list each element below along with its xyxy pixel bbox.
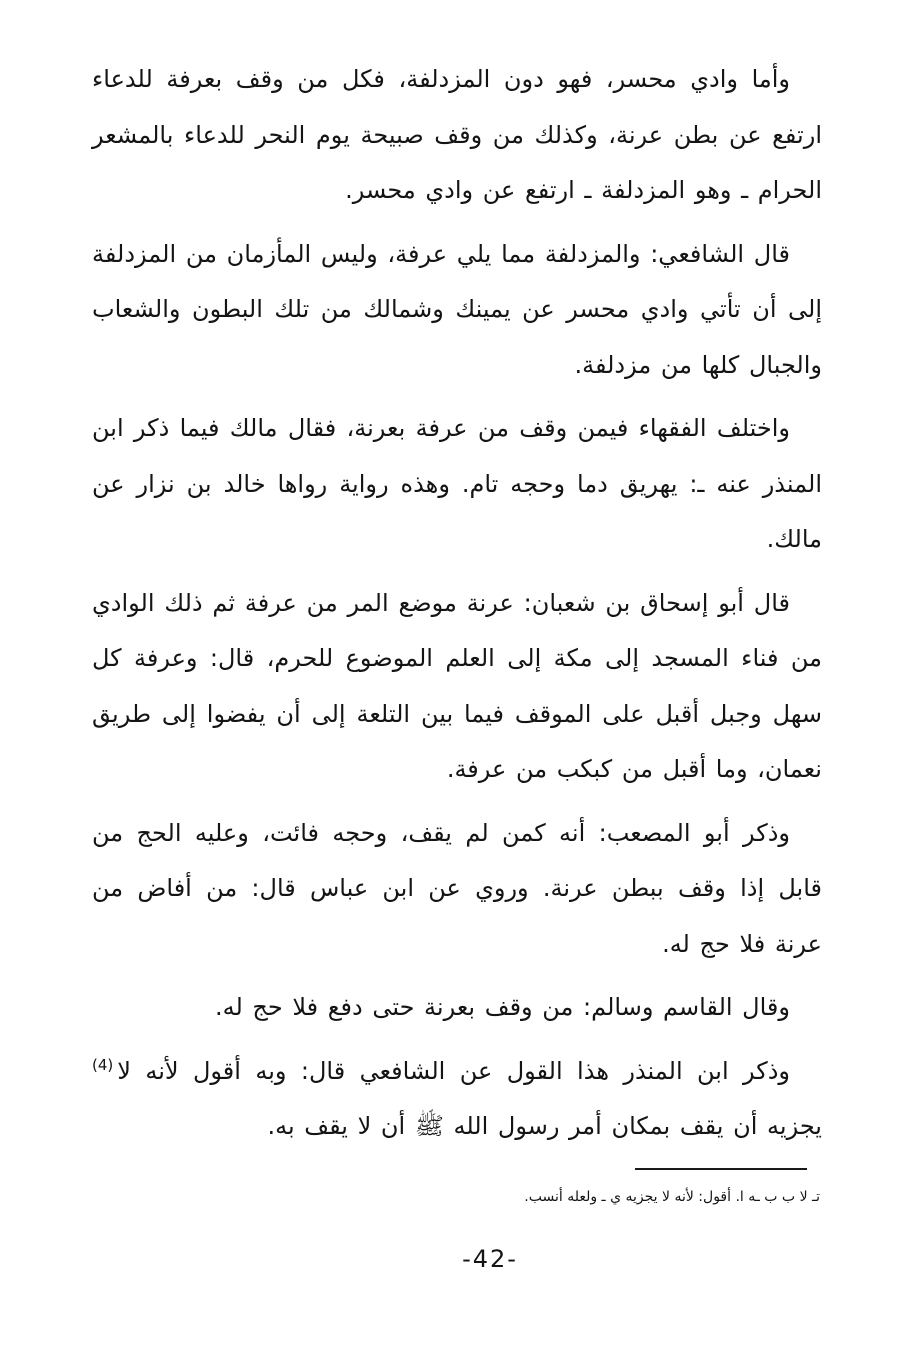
paragraph-6: وقال القاسم وسالم: من وقف بعرنة حتى دفع فلا حج له.	[214, 993, 790, 1021]
main-text-block	[92, 52, 822, 1163]
footnote-reference: (4)	[92, 1055, 114, 1074]
page-number: -42-	[462, 1245, 518, 1273]
paragraph-1: وأما وادي محسر، فهو دون المزدلفة، فكل من وقف بعرفة للدعاء ارتفع عن بطن عرنة، وكذلك من وقف صبيحة يوم النحر للدعاء بالمشعر الحرام ـ وهو المزدلفة ـ ارتفع عن وادي محسر.	[92, 65, 822, 204]
footnote-text: تـ لا ب ب ـه ا. أقول: لأنه لا يجزيه ي ـ ولعله أنسب.	[524, 1189, 820, 1205]
paragraph-7	[92, 1044, 822, 1155]
paragraph-4: قال أبو إسحاق بن شعبان: عرنة موضع المر من عرفة ثم ذلك الوادي من فناء المسجد إلى مكة إلى العلم الموضوع للحرم، قال: وعرفة كل سهل وجبل أقبل على الموقف فيما بين التلعة إلى أن يفضوا إلى طريق نعمان، وما أقبل من كبكب من عرفة.	[92, 588, 822, 783]
paragraph-5: وذكر أبو المصعب: أنه كمن لم يقف، وحجه فائت، وعليه الحج من قابل إذا وقف ببطن عرنة. وروي عن ابن عباس قال: من أفاض من عرنة فلا حج له.	[92, 818, 822, 958]
paragraph-7-continuation: يجزيه أن يقف بمكان أمر رسول الله ﷺ أن لا يقف به.	[267, 1112, 822, 1140]
footnote-separator	[635, 1168, 807, 1170]
paragraph-3: واختلف الفقهاء فيمن وقف من عرفة بعرنة، فقال مالك فيما ذكر ابن المنذر عنه ـ: يهريق دما وحجه تام. وهذه رواية رواها خالد بن نزار عن مالك.	[92, 414, 822, 553]
paragraph-2: قال الشافعي: والمزدلفة مما يلي عرفة، وليس المأزمان من المزدلفة إلى أن تأتي وادي محسر عن يمينك وشمالك من تلك البطون والشعاب والجبال كلها من مزدلفة.	[92, 239, 822, 379]
paragraph-7-text: وذكر ابن المنذر هذا القول عن الشافعي قال: وبه أقول لأنه لا	[117, 1056, 790, 1085]
